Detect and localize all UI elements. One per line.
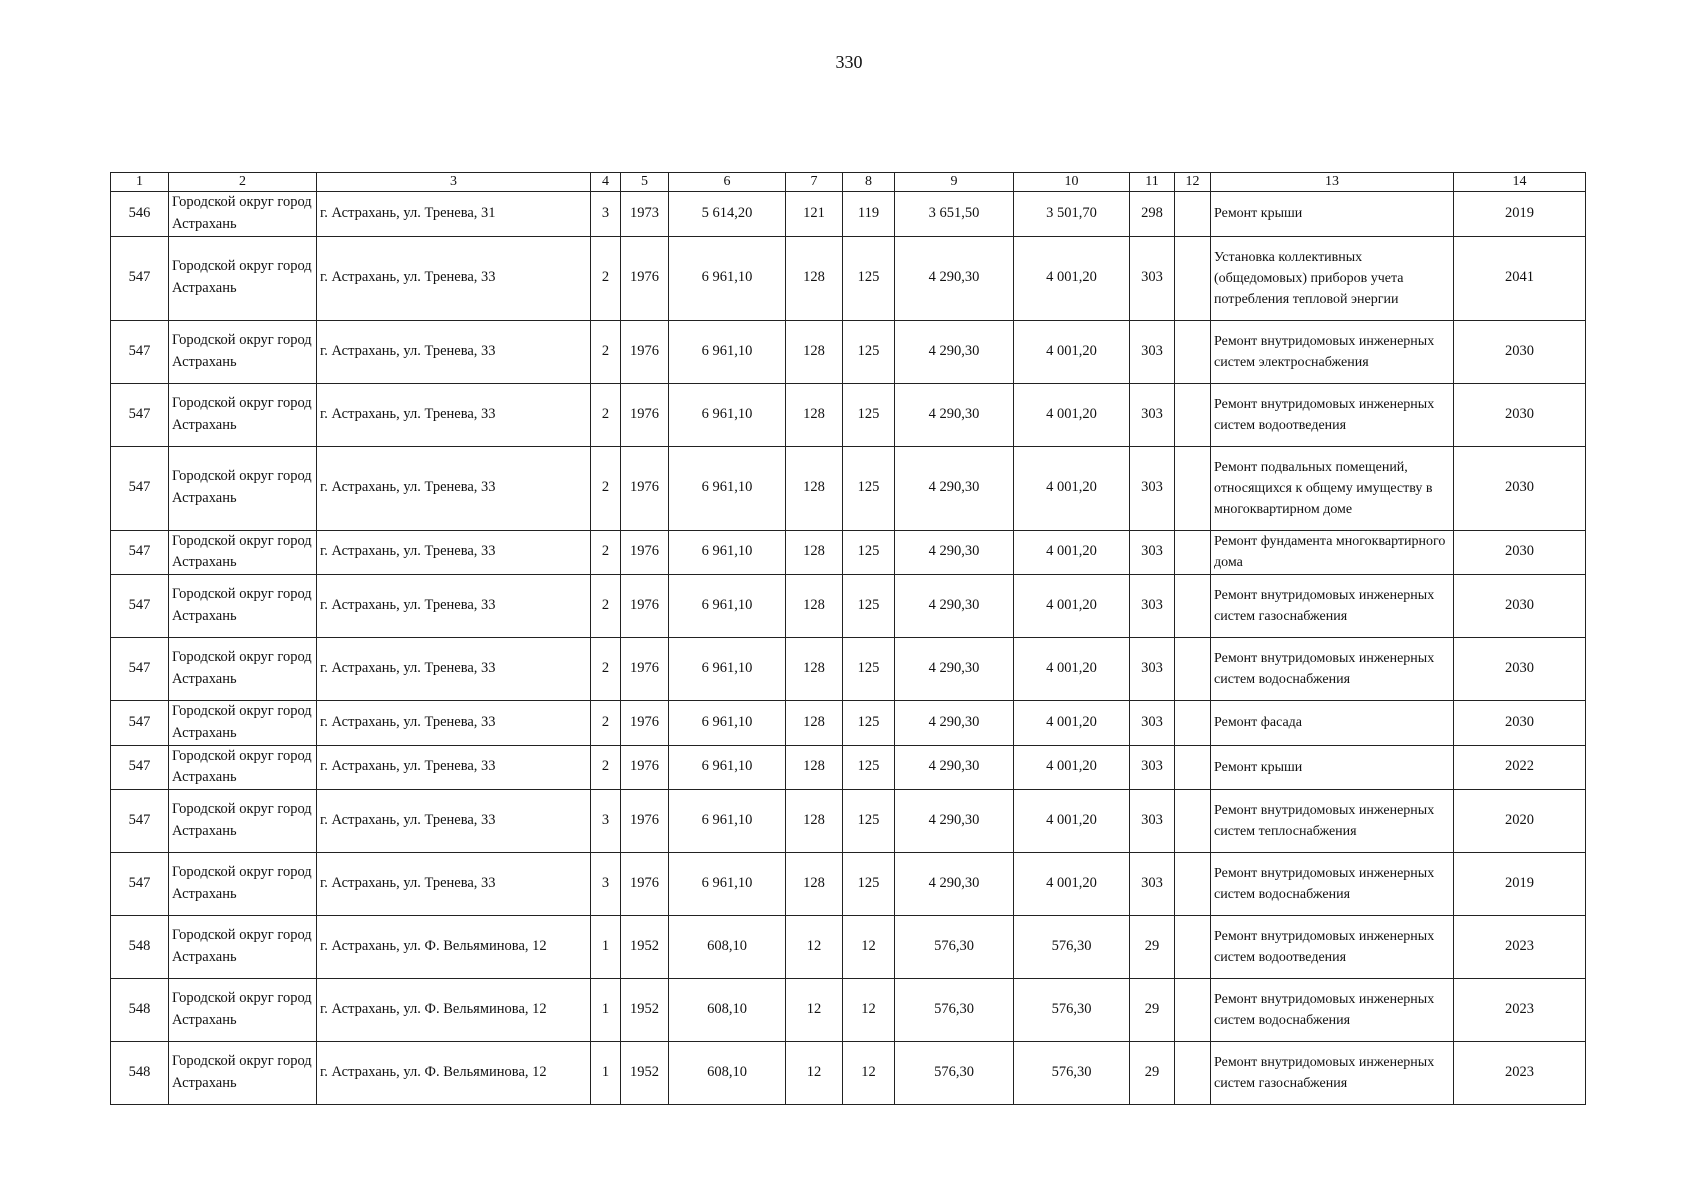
value-cell: 2 xyxy=(591,701,621,746)
work-type-cell: Ремонт подвальных помещений, относящихся к общему имуществу в многоквартирном доме xyxy=(1211,446,1454,530)
value-cell: 6 961,10 xyxy=(669,383,786,446)
value-cell xyxy=(1175,979,1211,1042)
row-number: 547 xyxy=(111,236,169,320)
value-cell xyxy=(1175,745,1211,790)
value-cell: 303 xyxy=(1130,575,1175,638)
work-type-cell: Ремонт внутридомовых инженерных систем водоснабжения xyxy=(1211,853,1454,916)
municipality-cell: Городской округ город Астрахань xyxy=(169,701,317,746)
table-row xyxy=(111,853,1586,916)
value-cell xyxy=(1175,446,1211,530)
value-cell: 125 xyxy=(843,790,895,853)
value-cell: 4 001,20 xyxy=(1014,638,1130,701)
value-cell xyxy=(1175,575,1211,638)
value-cell: 4 290,30 xyxy=(895,383,1014,446)
column-header: 12 xyxy=(1175,173,1211,192)
value-cell: 128 xyxy=(786,790,843,853)
value-cell: 12 xyxy=(786,916,843,979)
value-cell: 303 xyxy=(1130,790,1175,853)
year-cell: 1976 xyxy=(621,790,669,853)
municipality-cell: Городской округ город Астрахань xyxy=(169,192,317,237)
year-cell: 2030 xyxy=(1454,701,1586,746)
table-row xyxy=(111,530,1586,575)
value-cell: 1 xyxy=(591,1042,621,1105)
value-cell: 4 001,20 xyxy=(1014,745,1130,790)
table-row xyxy=(111,383,1586,446)
value-cell: 4 290,30 xyxy=(895,790,1014,853)
column-header: 14 xyxy=(1454,173,1586,192)
address-cell: г. Астрахань, ул. Тренева, 33 xyxy=(317,745,591,790)
year-cell: 2030 xyxy=(1454,530,1586,575)
column-number-row xyxy=(111,173,1586,192)
value-cell: 4 290,30 xyxy=(895,638,1014,701)
year-cell: 1976 xyxy=(621,638,669,701)
table-row xyxy=(111,979,1586,1042)
value-cell: 125 xyxy=(843,236,895,320)
value-cell: 576,30 xyxy=(895,1042,1014,1105)
row-number: 547 xyxy=(111,790,169,853)
value-cell: 6 961,10 xyxy=(669,575,786,638)
value-cell: 1 xyxy=(591,916,621,979)
value-cell: 576,30 xyxy=(1014,1042,1130,1105)
value-cell: 128 xyxy=(786,745,843,790)
year-cell: 2020 xyxy=(1454,790,1586,853)
column-header: 7 xyxy=(786,173,843,192)
year-cell: 2023 xyxy=(1454,1042,1586,1105)
value-cell: 4 001,20 xyxy=(1014,701,1130,746)
value-cell: 119 xyxy=(843,192,895,237)
value-cell: 2 xyxy=(591,638,621,701)
value-cell: 4 001,20 xyxy=(1014,575,1130,638)
value-cell: 298 xyxy=(1130,192,1175,237)
row-number: 547 xyxy=(111,638,169,701)
year-cell: 2019 xyxy=(1454,192,1586,237)
value-cell: 6 961,10 xyxy=(669,745,786,790)
municipality-cell: Городской округ город Астрахань xyxy=(169,790,317,853)
value-cell: 303 xyxy=(1130,446,1175,530)
table-row xyxy=(111,638,1586,701)
value-cell: 12 xyxy=(843,916,895,979)
year-cell: 2019 xyxy=(1454,853,1586,916)
row-number: 546 xyxy=(111,192,169,237)
value-cell: 4 290,30 xyxy=(895,446,1014,530)
year-cell: 1976 xyxy=(621,575,669,638)
work-type-cell: Ремонт внутридомовых инженерных систем водоснабжения xyxy=(1211,638,1454,701)
value-cell: 4 001,20 xyxy=(1014,853,1130,916)
value-cell: 6 961,10 xyxy=(669,853,786,916)
value-cell: 303 xyxy=(1130,638,1175,701)
work-type-cell: Ремонт крыши xyxy=(1211,192,1454,237)
value-cell: 128 xyxy=(786,446,843,530)
work-type-cell: Ремонт внутридомовых инженерных систем теплоснабжения xyxy=(1211,790,1454,853)
column-header: 4 xyxy=(591,173,621,192)
municipality-cell: Городской округ город Астрахань xyxy=(169,745,317,790)
value-cell: 3 651,50 xyxy=(895,192,1014,237)
value-cell xyxy=(1175,320,1211,383)
value-cell: 125 xyxy=(843,575,895,638)
address-cell: г. Астрахань, ул. Тренева, 33 xyxy=(317,236,591,320)
value-cell: 4 290,30 xyxy=(895,320,1014,383)
value-cell: 303 xyxy=(1130,745,1175,790)
value-cell: 2 xyxy=(591,320,621,383)
year-cell: 2030 xyxy=(1454,575,1586,638)
value-cell: 6 961,10 xyxy=(669,446,786,530)
column-header: 2 xyxy=(169,173,317,192)
value-cell: 2 xyxy=(591,530,621,575)
value-cell: 4 001,20 xyxy=(1014,236,1130,320)
value-cell: 128 xyxy=(786,853,843,916)
year-cell: 2023 xyxy=(1454,916,1586,979)
value-cell: 2 xyxy=(591,446,621,530)
address-cell: г. Астрахань, ул. Ф. Вельяминова, 12 xyxy=(317,916,591,979)
value-cell: 4 290,30 xyxy=(895,530,1014,575)
value-cell: 6 961,10 xyxy=(669,701,786,746)
column-header: 3 xyxy=(317,173,591,192)
row-number: 547 xyxy=(111,383,169,446)
value-cell: 125 xyxy=(843,638,895,701)
value-cell: 303 xyxy=(1130,320,1175,383)
address-cell: г. Астрахань, ул. Тренева, 33 xyxy=(317,530,591,575)
address-cell: г. Астрахань, ул. Тренева, 31 xyxy=(317,192,591,237)
value-cell: 4 290,30 xyxy=(895,236,1014,320)
value-cell xyxy=(1175,1042,1211,1105)
value-cell: 128 xyxy=(786,320,843,383)
value-cell: 303 xyxy=(1130,236,1175,320)
work-type-cell: Ремонт внутридомовых инженерных систем водоотведения xyxy=(1211,916,1454,979)
value-cell: 125 xyxy=(843,853,895,916)
address-cell: г. Астрахань, ул. Тренева, 33 xyxy=(317,575,591,638)
column-header: 13 xyxy=(1211,173,1454,192)
row-number: 547 xyxy=(111,530,169,575)
year-cell: 2030 xyxy=(1454,446,1586,530)
row-number: 548 xyxy=(111,1042,169,1105)
value-cell: 608,10 xyxy=(669,979,786,1042)
value-cell: 4 001,20 xyxy=(1014,446,1130,530)
value-cell: 2 xyxy=(591,383,621,446)
value-cell: 608,10 xyxy=(669,916,786,979)
value-cell: 6 961,10 xyxy=(669,638,786,701)
value-cell: 128 xyxy=(786,638,843,701)
value-cell: 4 001,20 xyxy=(1014,320,1130,383)
value-cell: 4 290,30 xyxy=(895,575,1014,638)
value-cell: 12 xyxy=(786,1042,843,1105)
value-cell xyxy=(1175,638,1211,701)
address-cell: г. Астрахань, ул. Тренева, 33 xyxy=(317,701,591,746)
value-cell xyxy=(1175,192,1211,237)
value-cell: 2 xyxy=(591,575,621,638)
year-cell: 1976 xyxy=(621,236,669,320)
value-cell: 576,30 xyxy=(895,916,1014,979)
value-cell: 303 xyxy=(1130,701,1175,746)
value-cell: 303 xyxy=(1130,853,1175,916)
capital-repair-table xyxy=(110,172,1586,1105)
municipality-cell: Городской округ город Астрахань xyxy=(169,236,317,320)
address-cell: г. Астрахань, ул. Тренева, 33 xyxy=(317,790,591,853)
table-row xyxy=(111,745,1586,790)
address-cell: г. Астрахань, ул. Ф. Вельяминова, 12 xyxy=(317,1042,591,1105)
row-number: 548 xyxy=(111,979,169,1042)
municipality-cell: Городской округ город Астрахань xyxy=(169,979,317,1042)
value-cell xyxy=(1175,916,1211,979)
year-cell: 1952 xyxy=(621,1042,669,1105)
value-cell: 6 961,10 xyxy=(669,320,786,383)
value-cell xyxy=(1175,383,1211,446)
value-cell: 125 xyxy=(843,701,895,746)
value-cell: 2 xyxy=(591,236,621,320)
value-cell: 12 xyxy=(843,1042,895,1105)
year-cell: 1952 xyxy=(621,979,669,1042)
column-header: 5 xyxy=(621,173,669,192)
value-cell xyxy=(1175,853,1211,916)
municipality-cell: Городской округ город Астрахань xyxy=(169,1042,317,1105)
page-number: 330 xyxy=(835,52,863,72)
value-cell: 3 xyxy=(591,192,621,237)
year-cell: 2030 xyxy=(1454,638,1586,701)
value-cell: 1 xyxy=(591,979,621,1042)
municipality-cell: Городской округ город Астрахань xyxy=(169,446,317,530)
value-cell: 4 001,20 xyxy=(1014,383,1130,446)
value-cell: 4 290,30 xyxy=(895,745,1014,790)
value-cell xyxy=(1175,530,1211,575)
municipality-cell: Городской округ город Астрахань xyxy=(169,638,317,701)
value-cell: 121 xyxy=(786,192,843,237)
value-cell: 128 xyxy=(786,383,843,446)
address-cell: г. Астрахань, ул. Ф. Вельяминова, 12 xyxy=(317,979,591,1042)
table-row xyxy=(111,1042,1586,1105)
value-cell: 3 xyxy=(591,853,621,916)
value-cell: 125 xyxy=(843,530,895,575)
value-cell: 608,10 xyxy=(669,1042,786,1105)
work-type-cell: Ремонт внутридомовых инженерных систем водоотведения xyxy=(1211,383,1454,446)
value-cell: 4 290,30 xyxy=(895,701,1014,746)
municipality-cell: Городской округ город Астрахань xyxy=(169,383,317,446)
row-number: 547 xyxy=(111,701,169,746)
table-row xyxy=(111,701,1586,746)
work-type-cell: Ремонт фасада xyxy=(1211,701,1454,746)
table-row xyxy=(111,575,1586,638)
year-cell: 1973 xyxy=(621,192,669,237)
value-cell: 576,30 xyxy=(1014,979,1130,1042)
column-header: 10 xyxy=(1014,173,1130,192)
column-header: 1 xyxy=(111,173,169,192)
value-cell: 3 xyxy=(591,790,621,853)
year-cell: 1976 xyxy=(621,530,669,575)
value-cell: 6 961,10 xyxy=(669,790,786,853)
work-type-cell: Ремонт внутридомовых инженерных систем водоснабжения xyxy=(1211,979,1454,1042)
year-cell: 2030 xyxy=(1454,320,1586,383)
value-cell: 128 xyxy=(786,530,843,575)
value-cell xyxy=(1175,236,1211,320)
value-cell: 125 xyxy=(843,383,895,446)
value-cell: 29 xyxy=(1130,1042,1175,1105)
year-cell: 2030 xyxy=(1454,383,1586,446)
value-cell: 4 290,30 xyxy=(895,853,1014,916)
row-number: 547 xyxy=(111,745,169,790)
value-cell: 303 xyxy=(1130,383,1175,446)
row-number: 547 xyxy=(111,853,169,916)
value-cell: 128 xyxy=(786,701,843,746)
year-cell: 1976 xyxy=(621,383,669,446)
work-type-cell: Ремонт внутридомовых инженерных систем газоснабжения xyxy=(1211,1042,1454,1105)
work-type-cell: Ремонт фундамента многоквартирного дома xyxy=(1211,530,1454,575)
work-type-cell: Ремонт внутридомовых инженерных систем электроснабжения xyxy=(1211,320,1454,383)
value-cell: 12 xyxy=(786,979,843,1042)
value-cell: 303 xyxy=(1130,530,1175,575)
year-cell: 1976 xyxy=(621,745,669,790)
table-row xyxy=(111,192,1586,237)
year-cell: 2041 xyxy=(1454,236,1586,320)
value-cell: 29 xyxy=(1130,979,1175,1042)
value-cell xyxy=(1175,790,1211,853)
value-cell xyxy=(1175,701,1211,746)
value-cell: 29 xyxy=(1130,916,1175,979)
municipality-cell: Городской округ город Астрахань xyxy=(169,530,317,575)
value-cell: 12 xyxy=(843,979,895,1042)
address-cell: г. Астрахань, ул. Тренева, 33 xyxy=(317,383,591,446)
column-header: 8 xyxy=(843,173,895,192)
value-cell: 128 xyxy=(786,575,843,638)
value-cell: 6 961,10 xyxy=(669,530,786,575)
value-cell: 576,30 xyxy=(1014,916,1130,979)
work-type-cell: Установка коллективных (общедомовых) приборов учета потребления тепловой энергии xyxy=(1211,236,1454,320)
year-cell: 1976 xyxy=(621,446,669,530)
work-type-cell: Ремонт крыши xyxy=(1211,745,1454,790)
municipality-cell: Городской округ город Астрахань xyxy=(169,575,317,638)
year-cell: 2022 xyxy=(1454,745,1586,790)
value-cell: 125 xyxy=(843,446,895,530)
municipality-cell: Городской округ город Астрахань xyxy=(169,853,317,916)
table-row xyxy=(111,320,1586,383)
value-cell: 4 001,20 xyxy=(1014,530,1130,575)
year-cell: 1976 xyxy=(621,853,669,916)
year-cell: 1976 xyxy=(621,320,669,383)
table-row xyxy=(111,446,1586,530)
column-header: 6 xyxy=(669,173,786,192)
municipality-cell: Городской округ город Астрахань xyxy=(169,916,317,979)
table-body xyxy=(111,192,1586,1105)
address-cell: г. Астрахань, ул. Тренева, 33 xyxy=(317,320,591,383)
value-cell: 6 961,10 xyxy=(669,236,786,320)
address-cell: г. Астрахань, ул. Тренева, 33 xyxy=(317,638,591,701)
row-number: 547 xyxy=(111,320,169,383)
row-number: 548 xyxy=(111,916,169,979)
value-cell: 2 xyxy=(591,745,621,790)
value-cell: 125 xyxy=(843,320,895,383)
table-row xyxy=(111,916,1586,979)
table-row xyxy=(111,790,1586,853)
value-cell: 576,30 xyxy=(895,979,1014,1042)
year-cell: 2023 xyxy=(1454,979,1586,1042)
work-type-cell: Ремонт внутридомовых инженерных систем газоснабжения xyxy=(1211,575,1454,638)
column-header: 11 xyxy=(1130,173,1175,192)
address-cell: г. Астрахань, ул. Тренева, 33 xyxy=(317,853,591,916)
row-number: 547 xyxy=(111,446,169,530)
table-row xyxy=(111,236,1586,320)
value-cell: 3 501,70 xyxy=(1014,192,1130,237)
year-cell: 1952 xyxy=(621,916,669,979)
value-cell: 128 xyxy=(786,236,843,320)
value-cell: 4 001,20 xyxy=(1014,790,1130,853)
municipality-cell: Городской округ город Астрахань xyxy=(169,320,317,383)
value-cell: 5 614,20 xyxy=(669,192,786,237)
address-cell: г. Астрахань, ул. Тренева, 33 xyxy=(317,446,591,530)
year-cell: 1976 xyxy=(621,701,669,746)
column-header: 9 xyxy=(895,173,1014,192)
value-cell: 125 xyxy=(843,745,895,790)
row-number: 547 xyxy=(111,575,169,638)
